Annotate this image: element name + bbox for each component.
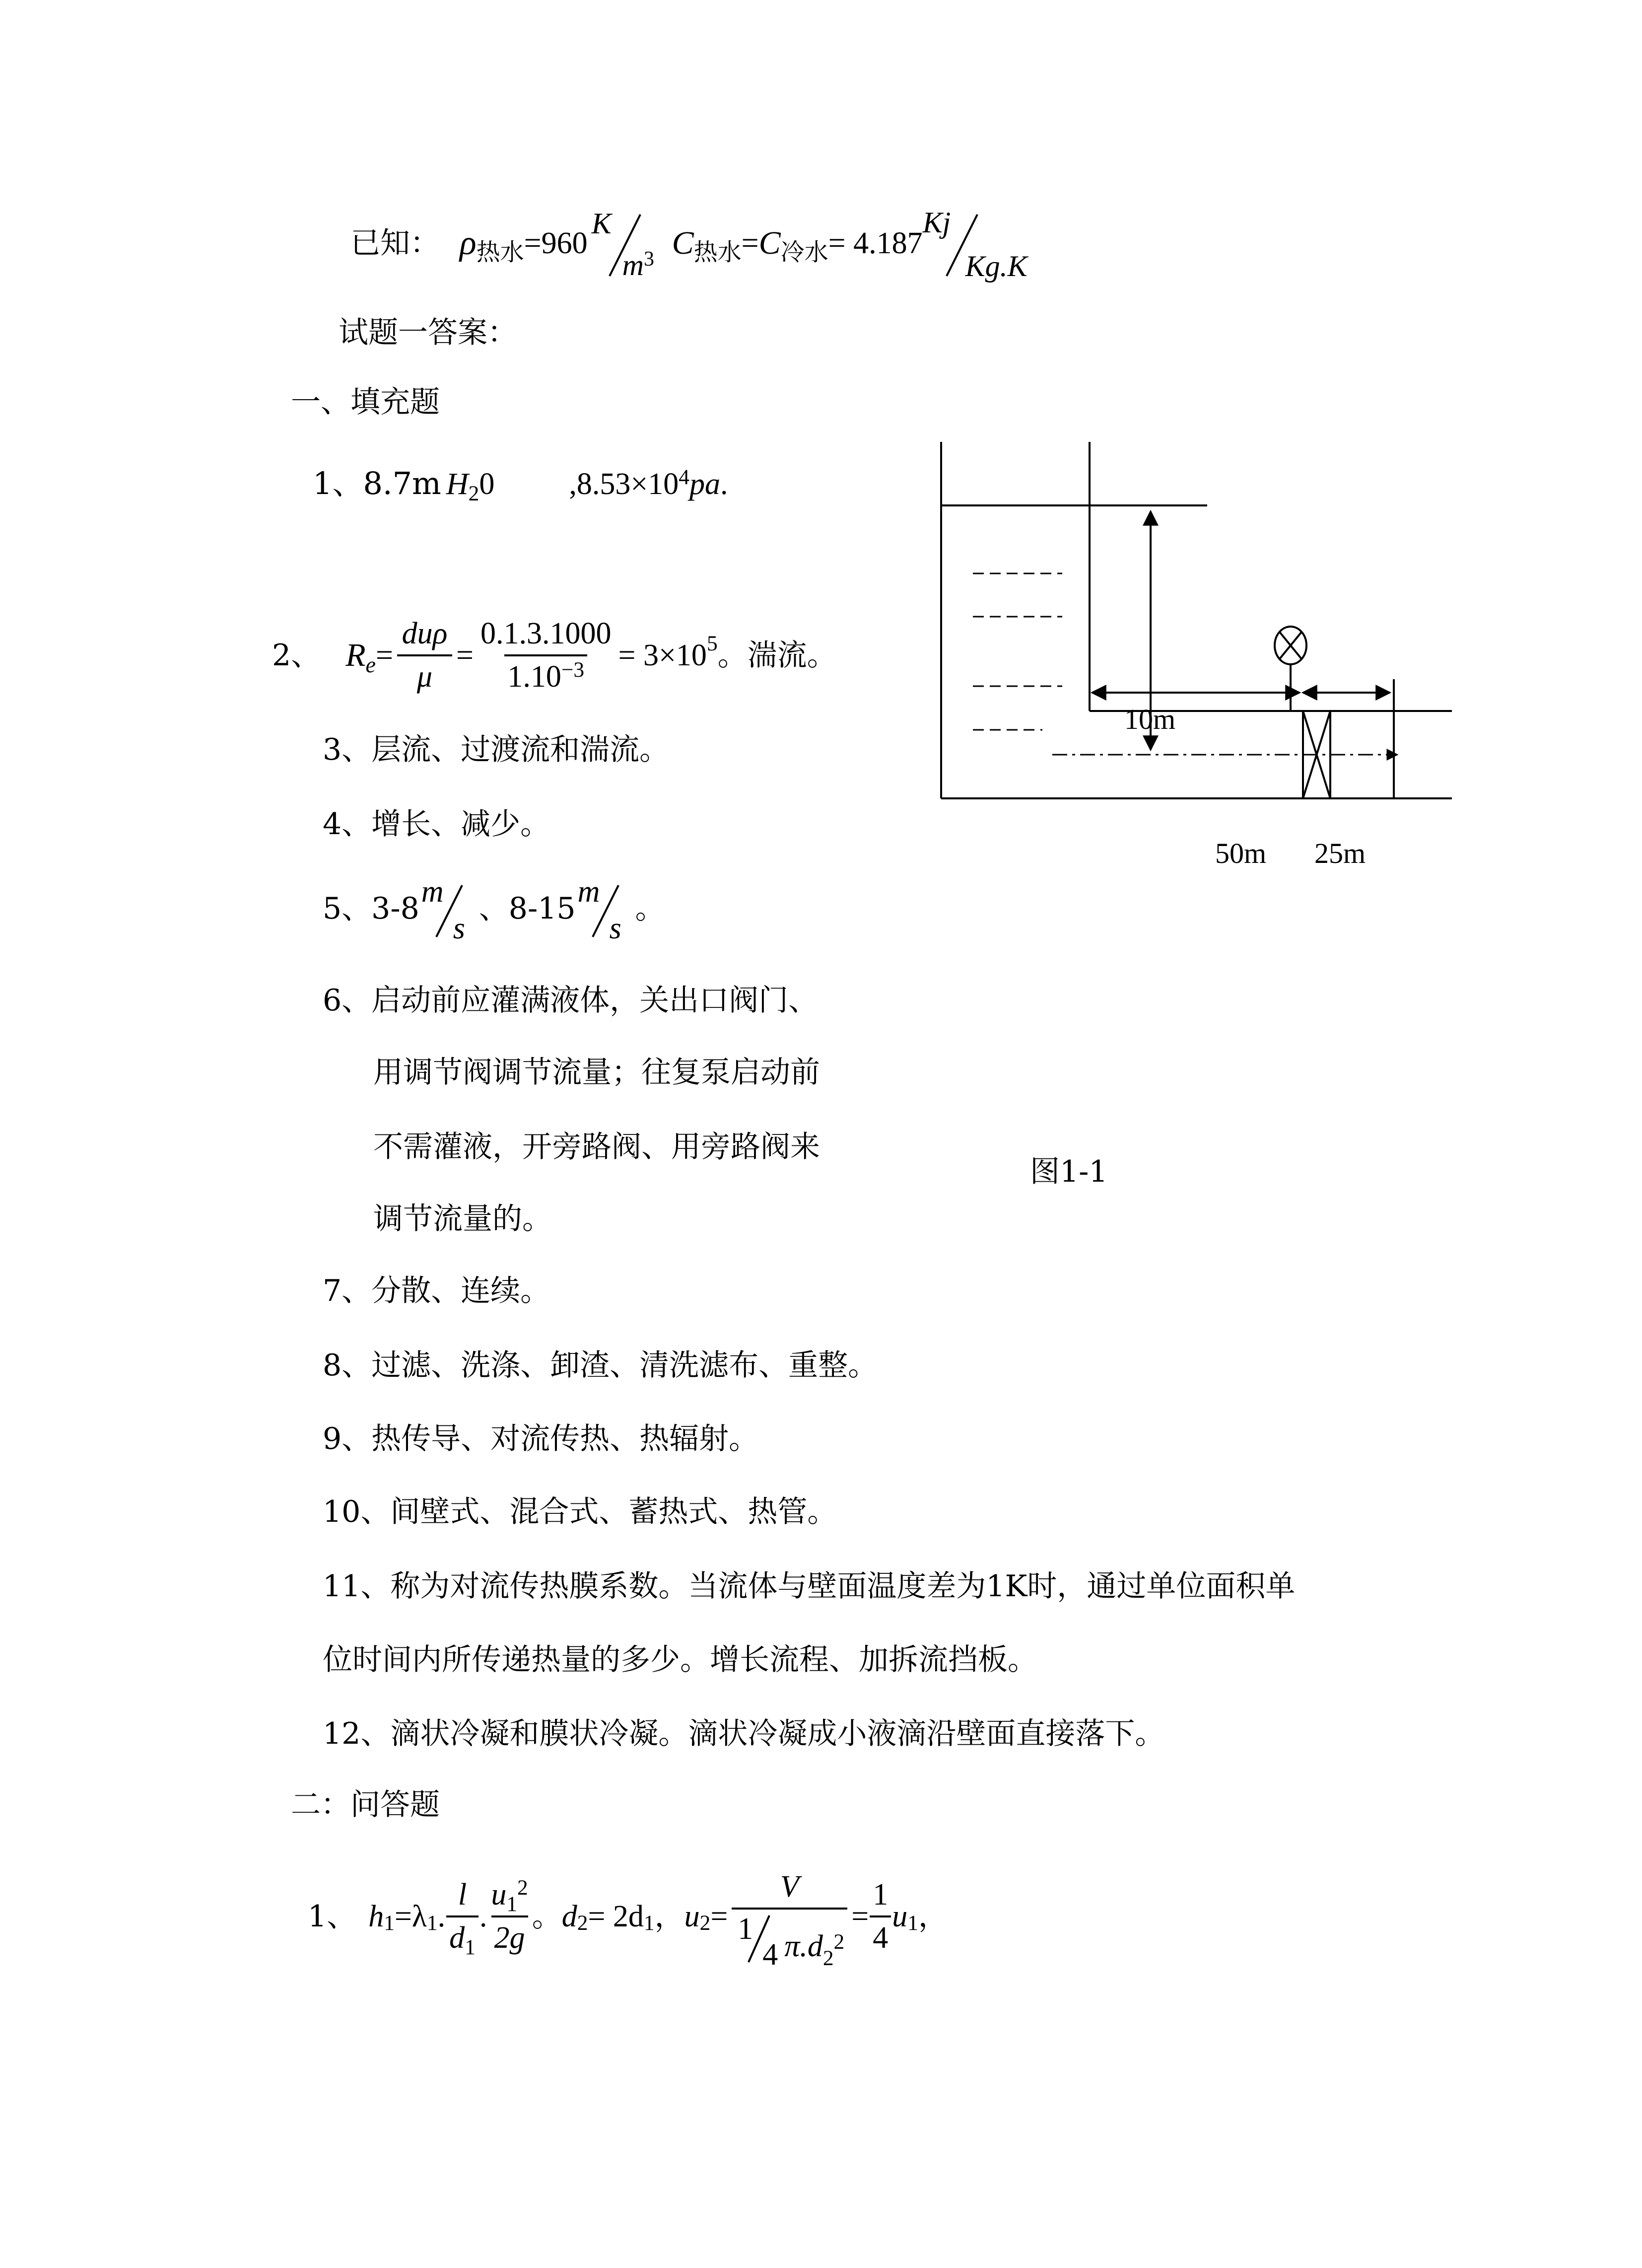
q8: 8、过滤、洗涤、卸渣、清洗滤布、重整。 [323,1348,878,1383]
q10: 10、间壁式、混合式、蓄热式、热管。 [323,1494,837,1529]
a1-frac-l: l [458,1878,467,1912]
a1-h1: h [368,1899,384,1933]
figure-caption: 图1-1 [1030,1154,1108,1189]
q5-unit1-num: m [421,875,444,909]
a1-frac-v-num: V [780,1869,799,1904]
given-label: 已知： [350,226,440,261]
a1-frac-quarter [870,1877,891,1956]
q1-end: . [720,467,728,501]
c-unit [923,204,1032,283]
a1-u1: u [892,1899,908,1933]
rho-subscript: 热水 [476,238,524,266]
given-line [350,199,1032,288]
q5-unit1-den: s [453,912,465,945]
rho-value: =960 [524,226,588,260]
c-equal: = [741,226,759,260]
a1-d1-sub: 1 [643,1911,655,1935]
a1-u2-sub: 2 [699,1911,711,1935]
q1-zero: 0 [479,467,495,501]
q11-line-2: 位时间内所传递热量的多少。增长流程、加拆流挡板。 [323,1642,1037,1677]
q1-value: ,8.53×10 [569,467,679,501]
a1-frac-u-2g [488,1877,531,1956]
q5-part-a: 5、3-8 [323,891,419,926]
q2-re: R [345,637,366,673]
a1-frac-quarter-num: 1 [873,1878,889,1912]
c-unit-num: Kj [922,206,951,239]
a1-line [308,1857,948,1976]
q1-sup: 4 [679,465,689,490]
q1-number: 1、8.7m [313,465,441,501]
a1-end: ， [918,1899,948,1934]
q5-unit1 [419,871,479,946]
c-value: = 4.187 [828,226,923,260]
q12: 12、滴状冷凝和膜状冷凝。滴状冷凝成小液滴沿壁面直接落下。 [323,1716,1165,1751]
water-dashes [973,573,1062,730]
a1-frac-u1sq: $u_1^2$ [491,1876,528,1916]
rho-unit-num: K [591,207,612,240]
q6-line-4: 调节流量的。 [373,1202,552,1236]
c-unit-den: Kg.K [965,250,1027,283]
q2-frac2 [478,616,615,695]
a1-lambda-sub: 1 [426,1911,438,1935]
label-50m: 50m [1215,837,1267,869]
q1-h: H [446,467,469,501]
q6-line-3: 不需灌液，开旁路阀、用旁路阀来 [373,1130,820,1164]
a1-d2-eq: = 2d [588,1899,644,1933]
a1-u2: u [684,1899,700,1933]
q2-line [272,606,837,705]
answer-title: 试题一答案： [339,315,517,350]
a1-number: 1、 [308,1899,357,1934]
a1-dot: . [437,1899,446,1933]
c-symbol-hot: C [672,225,694,261]
a1-frac-2g: 2g [491,1915,528,1956]
a1-eq-lambda: =λ [394,1899,427,1933]
a1-h1-sub: 1 [384,1911,395,1935]
q2-eq3: = 3×10 [618,638,707,672]
q2-eq2: = [456,638,474,672]
label-10m: 10m [1124,703,1176,735]
c-subscript-hot: 热水 [693,238,742,266]
a1-sep: 。 [532,1899,562,1934]
q11-line-1: 11、称为对流传热膜系数。当流体与壁面温度差为1K时，通过单位面积单 [323,1569,1296,1604]
q2-frac2-num: 0.1.3.1000 [480,617,612,650]
section2-title: 二：问答题 [291,1787,440,1822]
q1-pa: pa [689,467,720,501]
q2-frac1 [397,616,452,695]
q2-eq3-sup: 5 [706,632,718,656]
q5-part-c: 。 [635,891,665,926]
rho-symbol: ρ [460,224,477,262]
q1-line [313,465,728,506]
tank-outline [941,442,1452,798]
q5-unit2-den: s [609,912,621,945]
a1-frac-v [732,1869,847,1972]
q2-eq1: = [375,638,393,672]
c-symbol-cold: C [758,225,781,261]
q7: 7、分散、连续。 [323,1274,550,1308]
a1-eq4: = [851,1899,869,1933]
q2-tail: 。湍流。 [717,638,837,673]
a1-frac-l-d [446,1877,479,1960]
q2-re-sub: e [365,651,376,677]
q5-unit2-num: m [577,875,600,909]
q5-line [323,864,665,953]
label-25m: 25m [1314,837,1366,869]
a1-d2: d [561,1899,577,1933]
a1-frac-quarter-den: 4 [870,1915,891,1956]
a1-u2-eq: = [710,1899,728,1933]
q6-line-2: 用调节阀调节流量；往复泵启动前 [373,1055,820,1090]
a1-frac-v-den: 1 4 π.d 2 2 [732,1908,847,1964]
a1-comma: ， [654,1899,684,1934]
rho-unit-den: $m^3$ [622,248,654,282]
q2-frac2-den: $1.10^{-3}$ [504,654,587,695]
q9: 9、热传导、对流传热、热辐射。 [323,1421,759,1456]
section1-title: 一、填充题 [291,385,440,420]
pressure-gauge-icon [1275,627,1306,664]
a1-d2-sub: 2 [577,1911,588,1935]
a1-frac-d1: $d_1$ [446,1915,479,1956]
rho-unit [588,204,662,283]
q6-line-1: 6、启动前应灌满液体，关出口阀门、 [323,983,819,1018]
q2-frac1-den: μ [397,654,452,695]
q1-h-sub: 2 [468,482,479,506]
a1-u1-sub: 1 [907,1911,918,1935]
figure-1-1 [933,437,1459,884]
a1-quarter: 1 4 [738,1912,778,1972]
q3: 3、层流、过渡流和湍流。 [323,732,670,767]
q2-frac1-num: duρ [402,617,448,650]
q2-number: 2、 [272,638,321,673]
q5-unit2 [576,871,635,946]
q5-part-b: 、8-15 [479,891,576,926]
a1-dot2: . [479,1899,487,1933]
c-subscript-cold: 冷水 [780,238,828,266]
q4: 4、增长、减少。 [323,807,550,842]
